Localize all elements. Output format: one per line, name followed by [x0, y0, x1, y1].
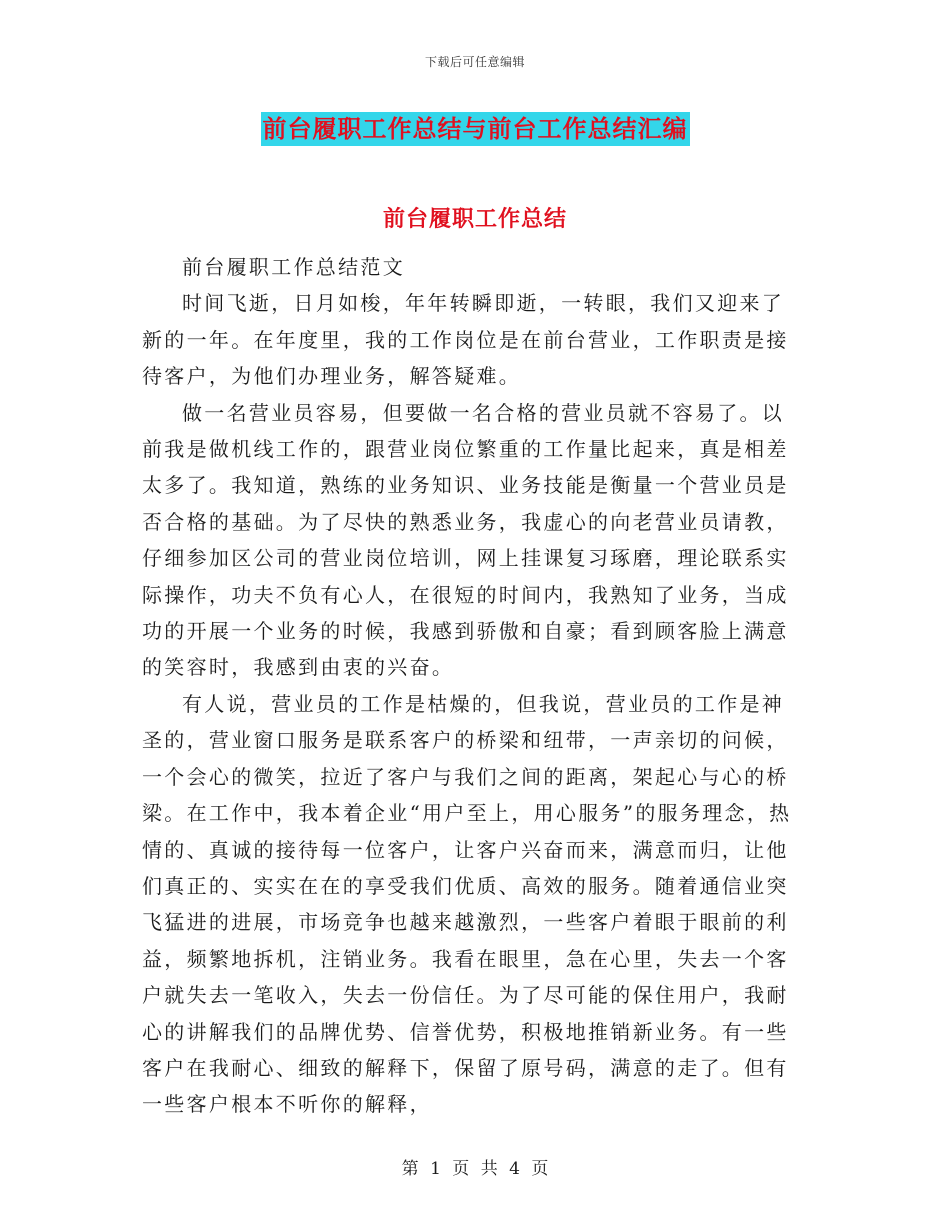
document-body — [142, 249, 802, 1123]
document-title: 前台履职工作总结与前台工作总结汇编 — [261, 112, 690, 146]
section-heading: 前台履职工作总结 — [382, 206, 567, 232]
body-paragraph: 时间飞逝，日月如梭，年年转瞬即逝，一转眼，我们又迎来了新的一年。在年度里，我的工作岗位是在前台营业，工作职责是接待客户，为他们办理业务，解答疑难。 — [142, 291, 789, 389]
body-paragraph: 有人说，营业员的工作是枯燥的，但我说，营业员的工作是神圣的，营业窗口服务是联系客户的桥梁和纽带，一声亲切的问候，一个会心的微笑，拉近了客户与我们之间的距离，架起心与心的桥梁。在工作中，我本着企业“用户至上，用心服务”的服务理念，热情的、真诚的接待每一位客户，让客户兴奋而来，满意而归，让他们真正的、实实在在的享受我们优质、高效的服务。随着通信业突飞猛进的进展，市场竞争也越来越激烈，一些客户着眼于眼前的利益，频繁地拆机，注销业务。我看在眼里，急在心里，失去一个客户就失去一笔收入，失去一份信任。为了尽可能的保住用户，我耐心的讲解我们的品牌优势、信誉优势，积极地推销新业务。有一些客户在我耐心、细致的解释下，保留了原号码，满意的走了。但有一些客户根本不听你的解释， — [142, 691, 792, 1117]
page-header-note: 下载后可任意编辑 — [424, 55, 525, 69]
body-paragraph: 做一名营业员容易，但要做一名合格的营业员就不容易了。以前我是做机线工作的，跟营业岗位繁重的工作量比起来，真是相差太多了。我知道，熟练的业务知识、业务技能是衡量一个营业员是否合格的基础。为了尽快的熟悉业务，我虚心的向老营业员请教，仔细参加区公司的营业岗位培训，网上挂课复习琢磨，理论联系实际操作，功夫不负有心人，在很短的时间内，我熟知了业务，当成功的开展一个业务的时候，我感到骄傲和自豪；看到顾客脸上满意的笑容时，我感到由衷的兴奋。 — [142, 400, 789, 680]
body-paragraph: 前台履职工作总结范文 — [182, 255, 405, 279]
page-number-footer: 第 1 页 共 4 页 — [401, 1159, 549, 1179]
document-title-container — [0, 112, 950, 146]
